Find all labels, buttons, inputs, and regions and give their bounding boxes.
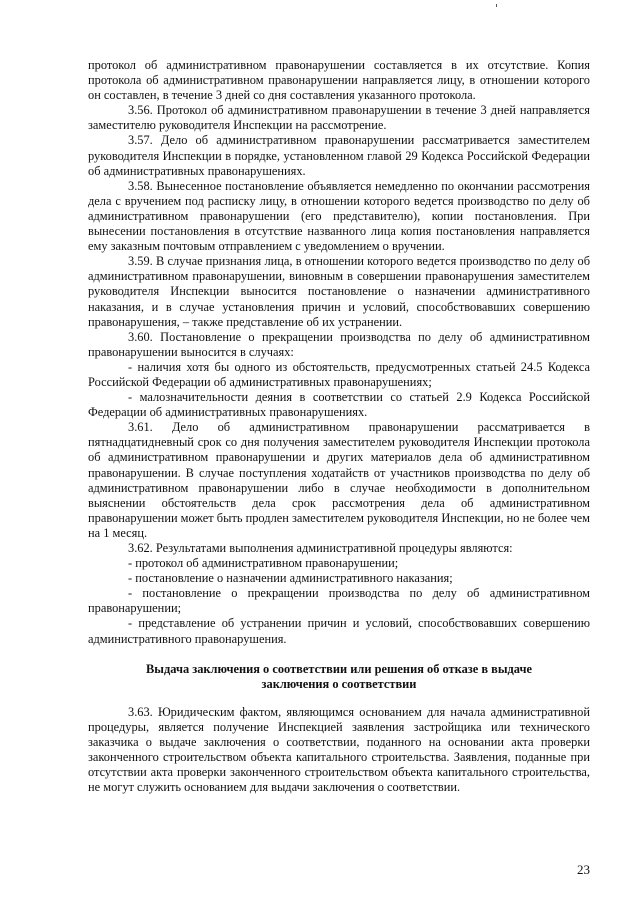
paragraph-3-62: 3.62. Результатами выполнения административной процедуры являются: xyxy=(128,541,513,555)
paragraph-3-57: 3.57. Дело об административном правонарушении рассматривается заместителем руководителя Инспекции в порядке, установленном главой 29 Кодекса Российской Федерации об административных правонарушениях. xyxy=(88,133,590,178)
list-item-3-62-b: - постановление о назначении административного наказания; xyxy=(128,571,453,586)
list-item-3-62-c: - постановление о прекращении производства по делу об административном правонарушении; xyxy=(88,586,590,616)
paragraph-3-61: 3.61. Дело об административном правонарушении рассматривается в пятнадцатидневный срок со дня получения заместителем руководителя Инспекции протокола об административном правонарушении и других материалов дела об административном правонарушении. В случае поступления ходатайств от участников производства по делу об административном правонарушении либо в случае необходимости в дополнительном выяснении обстоятельств дела срок рассмотрения дела об административном правонарушении может быть продлен заместителем руководителя Инспекции, но не более чем на 1 месяц. xyxy=(88,420,591,540)
list-item-3-62-d: - представление об устранении причин и условий, способствовавших совершению административного правонарушения. xyxy=(88,616,590,646)
paragraph-3-59: 3.59. В случае признания лица, в отношении которого ведется производство по делу об административном правонарушении, виновным в совершении правонарушения заместителем руководителя Инспекции выносится постановление о назначении административного наказания, и в случае установления причин и условий, способствовавших совершению правонарушения, – также представление об их устранении. xyxy=(88,254,590,329)
paragraph-continuation: протокол об административном правонарушении составляется в их отсутствие. Копия протокола об административном правонарушении направляется лицу, в отношении которого он составлен, в течение 3 дней со дня составления указанного протокола. xyxy=(88,58,590,103)
section-heading xyxy=(88,662,590,692)
section-heading-line-2: заключения о соответствии xyxy=(261,676,417,691)
paragraph-3-63: 3.63. Юридическим фактом, являющимся основанием для начала административной процедуры, является получение Инспекцией заявления застройщика или технического заказчика о выдаче заключения о соответствии, поданного на основании акта проверки законченного строительством объекта капитального строительства. Заявления, поданные при отсутствии акта проверки законченного строительством объекта капитального строительства, не могут служить основанием для выдачи заключения о соответствии. xyxy=(88,704,590,795)
list-item-3-60-b: - малозначительности деяния в соответствии со статьей 2.9 Кодекса Российской Федерации об административных правонарушениях. xyxy=(88,390,590,420)
paragraph-3-58: 3.58. Вынесенное постановление объявляется немедленно по окончании рассмотрения дела с вручением под расписку лицу, в отношении которого ведется производство по делу об административном правонарушении (его представителю), копии постановления. При вынесении постановления в отсутствие названного лица копия постановления направляется ему заказным почтовым отправлением с уведомлением о вручении. xyxy=(88,178,590,254)
document-body xyxy=(88,58,590,795)
list-item-3-62-a: - протокол об административном правонарушении; xyxy=(128,556,399,571)
list-item-3-60-a: - наличия хотя бы одного из обстоятельств, предусмотренных статьей 24.5 Кодекса Российской Федерации об административных правонарушениях; xyxy=(88,359,590,389)
scan-speck xyxy=(496,4,497,7)
paragraph-3-56: 3.56. Протокол об административном правонарушении в течение 3 дней направляется заместителю руководителя Инспекции на рассмотрение. xyxy=(88,103,590,133)
paragraph-3-60: 3.60. Постановление о прекращении производства по делу об административном правонарушении выносится в случаях: xyxy=(88,329,590,359)
section-heading-line-1: Выдача заключения о соответствии или решения об отказе в выдаче xyxy=(146,661,532,676)
page-number: 23 xyxy=(577,862,590,877)
